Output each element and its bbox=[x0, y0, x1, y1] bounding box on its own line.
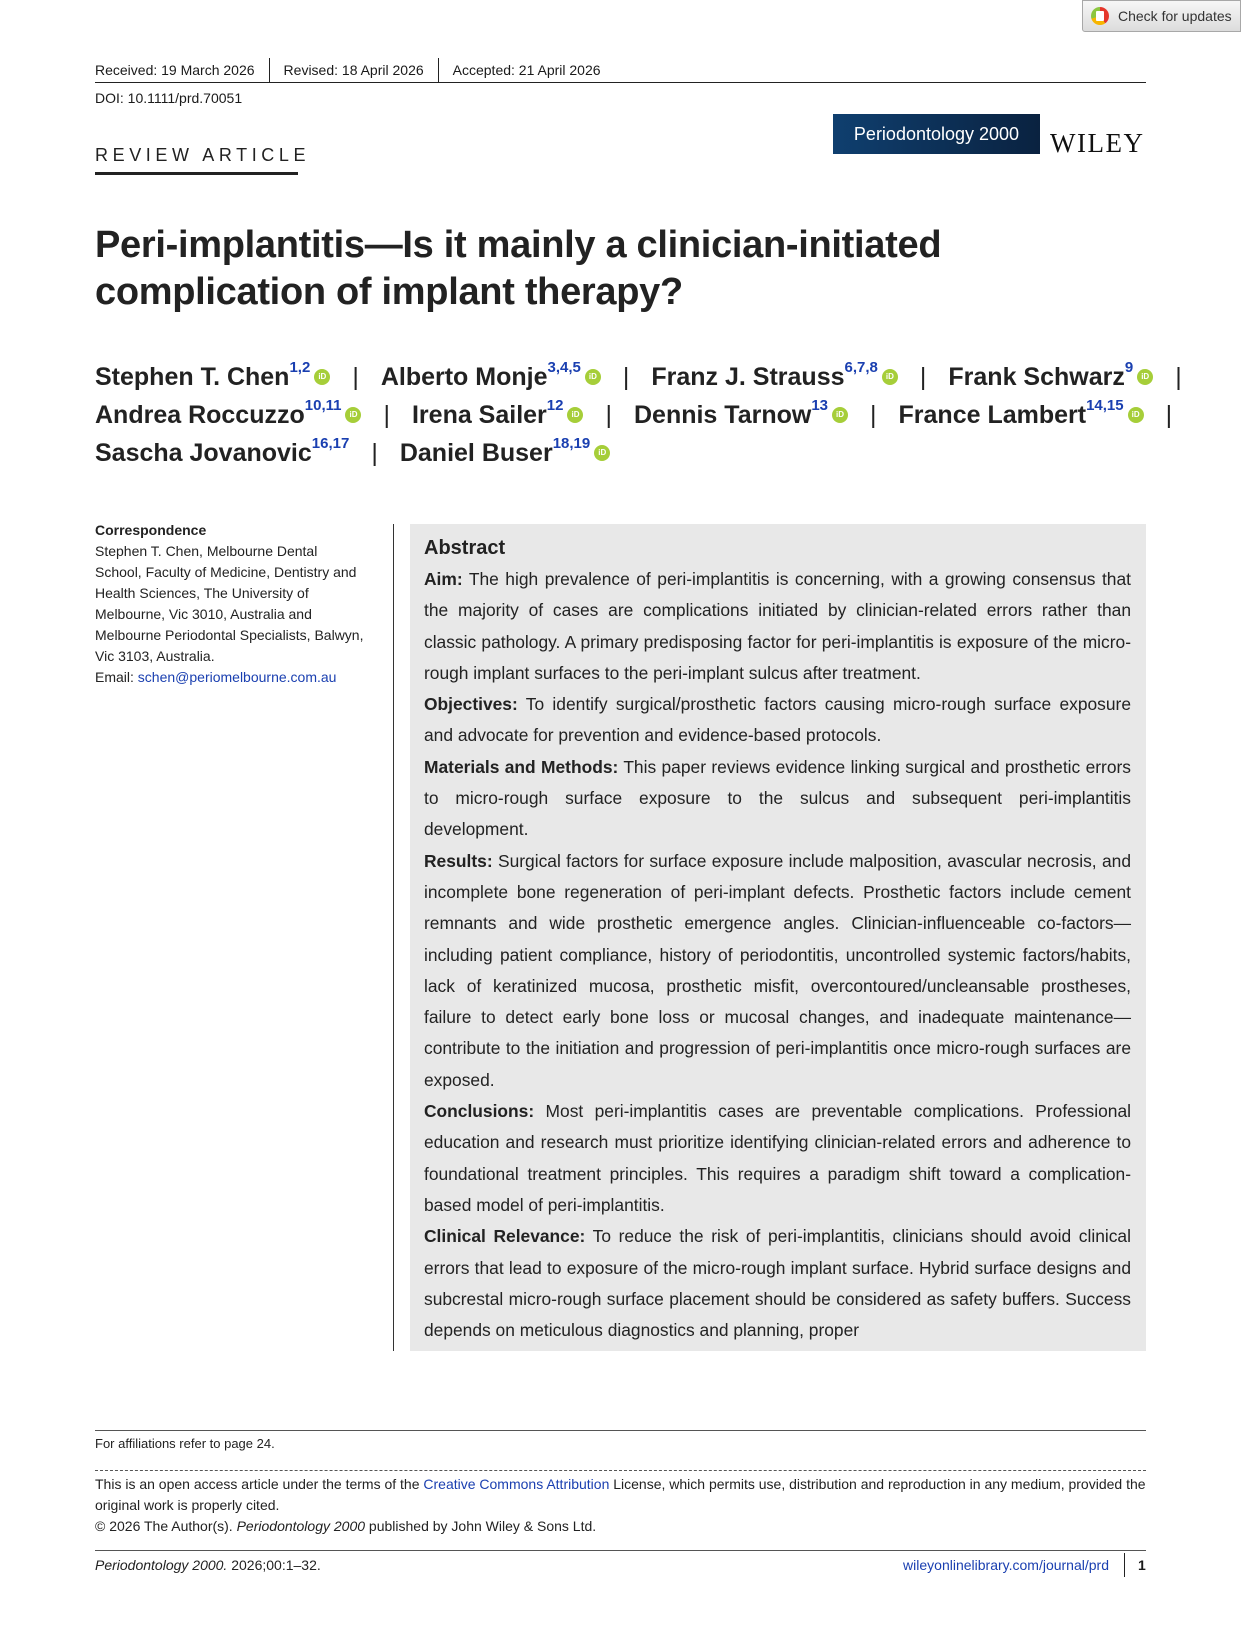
section-text: The high prevalence of peri-implantitis is concerning, with a growing consensus that the majority of cases are complications initiated by clinician-related errors rather than classic pathology. A primary predisposing factor for peri-implantitis is exposure of the micro-rough implant surfaces to the peri-implant sulcus after treatment. bbox=[424, 569, 1131, 683]
cc-license-link[interactable]: Creative Commons Attribution bbox=[423, 1476, 610, 1492]
orcid-icon[interactable]: iD bbox=[832, 407, 848, 423]
affiliations-note: For affiliations refer to page 24. bbox=[95, 1436, 275, 1451]
page-number-divider bbox=[1124, 1553, 1125, 1577]
orcid-icon[interactable]: iD bbox=[314, 369, 330, 385]
section-label: Materials and Methods: bbox=[424, 756, 619, 777]
author-separator: | bbox=[605, 400, 612, 429]
author-separator: | bbox=[1175, 362, 1182, 391]
author-line bbox=[95, 396, 1173, 434]
correspondence-email-row bbox=[95, 667, 365, 688]
abstract-aim bbox=[424, 564, 1131, 689]
copyright: © 2026 The Author(s). bbox=[95, 1518, 237, 1534]
orcid-icon[interactable]: iD bbox=[1128, 407, 1144, 423]
section-label: Results: bbox=[424, 850, 493, 871]
journal-badge[interactable]: Periodontology 2000 bbox=[833, 114, 1040, 154]
accepted-date: Accepted: 21 April 2026 bbox=[452, 62, 601, 78]
section-label: Conclusions: bbox=[424, 1101, 535, 1122]
correspondence-address: Stephen T. Chen, Melbourne Dental School, Faculty of Medicine, Dentistry and Health Sciences, The University of Melbourne, Vic 3010, Australia and Melbourne Periodontal Specialists, Balwyn, Vic 3103, Australia. bbox=[95, 543, 364, 664]
article-history bbox=[95, 58, 1146, 82]
section-label: Aim: bbox=[424, 569, 463, 589]
doi[interactable]: DOI: 10.1111/prd.70051 bbox=[95, 90, 243, 106]
section-text: To reduce the risk of peri-implantitis, clinicians should avoid clinical errors that lead to exposure of the micro-rough implant surface. Hybrid surface designs and subcrestal micro-rough surface placement should be considered as safety buffers. Success depends on meticulous diagnostics and planning, proper bbox=[424, 1226, 1131, 1341]
article-type: REVIEW ARTICLE bbox=[95, 145, 311, 165]
author-separator: | bbox=[1165, 400, 1173, 429]
author[interactable]: Irena Sailer $^{12}$ iD bbox=[412, 401, 584, 430]
footnote-rule bbox=[95, 1430, 1146, 1431]
affiliation-ref[interactable]: 18,19 bbox=[552, 434, 591, 452]
orcid-icon[interactable]: iD bbox=[1137, 369, 1153, 385]
page-number: 1 bbox=[1138, 1557, 1146, 1573]
affiliation-ref[interactable]: 10,11 bbox=[304, 396, 342, 414]
affiliation-ref[interactable]: 3,4,5 bbox=[547, 358, 581, 376]
publisher-logo: WILEY bbox=[1050, 128, 1145, 158]
orcid-icon[interactable]: iD bbox=[882, 369, 898, 385]
section-text: To identify surgical/prosthetic factors causing micro-rough surface exposure and advocate for prevention and evidence-based protocols. bbox=[424, 694, 1131, 746]
correspondence-heading: Correspondence bbox=[95, 522, 207, 538]
author[interactable]: Stephen T. Chen $^{1,2}$ iD bbox=[95, 363, 330, 392]
affiliation-ref[interactable]: 9 bbox=[1124, 358, 1134, 376]
journal-url-link[interactable]: wileyonlinelibrary.com/journal/prd bbox=[903, 1557, 1109, 1573]
abstract-objectives bbox=[424, 689, 1131, 752]
abstract-conclusions bbox=[424, 1096, 1131, 1221]
affiliation-ref[interactable]: 16,17 bbox=[311, 434, 350, 452]
author[interactable]: Alberto Monje $^{3,4,5}$ iD bbox=[381, 363, 601, 392]
license-divider bbox=[95, 1470, 1146, 1471]
author[interactable]: France Lambert $^{14,15}$ iD bbox=[899, 401, 1144, 430]
section-label: Objectives: bbox=[424, 694, 518, 715]
email-link[interactable]: schen@periomelbourne.com.au bbox=[137, 669, 337, 685]
author-separator: | bbox=[622, 362, 630, 391]
author-separator: | bbox=[383, 400, 390, 429]
author-separator: | bbox=[371, 438, 378, 467]
abstract-box bbox=[410, 524, 1146, 1351]
author-line bbox=[95, 358, 1182, 396]
article-type-underline bbox=[95, 172, 298, 175]
author[interactable]: Dennis Tarnow $^{13}$ iD bbox=[634, 401, 848, 430]
author-separator: | bbox=[870, 400, 877, 429]
check-for-updates-button[interactable] bbox=[1082, 0, 1241, 32]
section-text: Surgical factors for surface exposure include malposition, avascular necrosis, and incomplete bone regeneration of peri-implant defects. Prosthetic factors include cement remnants and wide prosthetic emergence angles. Clinician-influenceable co-factors—including patient compliance, history of periodontitis, uncontrolled systemic factors/habits, lack of keratinized mucosa, prosthetic misfit, overcontoured/uncleansable prostheses, failure to detect early bone loss or mucosal changes, and inadequate maintenance—contribute to the initiation and progression of peri-implantitis once micro-rough surfaces are exposed. bbox=[424, 850, 1131, 1090]
author[interactable]: Daniel Buser $^{18,19}$ iD bbox=[400, 439, 610, 468]
author[interactable]: Sascha Jovanovic $^{16,17}$ bbox=[95, 434, 350, 467]
affiliation-ref[interactable]: 6,7,8 bbox=[844, 358, 878, 376]
author-line bbox=[95, 434, 1155, 472]
history-divider bbox=[438, 58, 439, 82]
abstract-methods bbox=[424, 752, 1131, 846]
revised-date: Revised: 18 April 2026 bbox=[283, 62, 424, 78]
affiliation-ref[interactable]: 13 bbox=[811, 396, 829, 414]
abstract-clinical-relevance bbox=[424, 1221, 1131, 1346]
author-separator: | bbox=[919, 362, 927, 391]
column-divider bbox=[393, 524, 394, 1351]
section-text: Most peri-implantitis cases are preventable complications. Professional education and research must prioritize identifying clinician-related errors and adherence to foundational treatment principles. This requires a paradigm shift toward a complication-based model of peri-implantitis. bbox=[424, 1101, 1131, 1215]
section-text: This paper reviews evidence linking surgical and prosthetic errors to micro-rough surface exposure to the sulcus and subsequent peri-implantitis development. bbox=[424, 756, 1131, 840]
affiliation-ref[interactable]: 1,2 bbox=[289, 358, 311, 376]
author[interactable]: Andrea Roccuzzo $^{10,11}$ iD bbox=[95, 401, 361, 430]
affiliation-ref[interactable]: 12 bbox=[546, 396, 564, 414]
author-list bbox=[95, 358, 1182, 472]
orcid-icon[interactable]: iD bbox=[345, 407, 361, 423]
history-divider bbox=[269, 58, 270, 82]
article-title: Peri-implantitis—Is it mainly a clinician-initiated complication of implant therapy? bbox=[95, 224, 942, 313]
email-label: Email: bbox=[95, 669, 134, 685]
check-for-updates-label: Check for updates bbox=[1118, 8, 1232, 24]
orcid-icon[interactable]: iD bbox=[585, 369, 601, 385]
author[interactable]: Franz J. Strauss $^{6,7,8}$ iD bbox=[651, 363, 898, 392]
abstract-heading: Abstract bbox=[424, 537, 506, 559]
footer-rule bbox=[95, 1550, 1146, 1551]
correspondence bbox=[95, 520, 365, 688]
received-date: Received: 19 March 2026 bbox=[95, 62, 255, 78]
journal-citation: Periodontology 2000. 2026;00:1–32. bbox=[95, 1557, 321, 1573]
header-rule bbox=[95, 82, 1146, 83]
orcid-icon[interactable]: iD bbox=[594, 445, 610, 461]
author-separator: | bbox=[352, 362, 359, 391]
section-label: Clinical Relevance: bbox=[424, 1226, 586, 1247]
affiliation-ref[interactable]: 14,15 bbox=[1086, 396, 1124, 414]
orcid-icon[interactable]: iD bbox=[567, 407, 583, 423]
abstract-results bbox=[424, 846, 1131, 1096]
author[interactable]: Frank Schwarz $^9$ iD bbox=[948, 363, 1153, 392]
license-notice: This is an open access article under the terms of the Creative Commons Attribution License, which permits use, distribution and reproduction in any medium, provided the original work is properly cited. © 2026 The Author(s). Periodontology 2000 published by John Wiley & Sons Ltd. bbox=[95, 1476, 1146, 1534]
crossmark-icon bbox=[1091, 7, 1109, 25]
